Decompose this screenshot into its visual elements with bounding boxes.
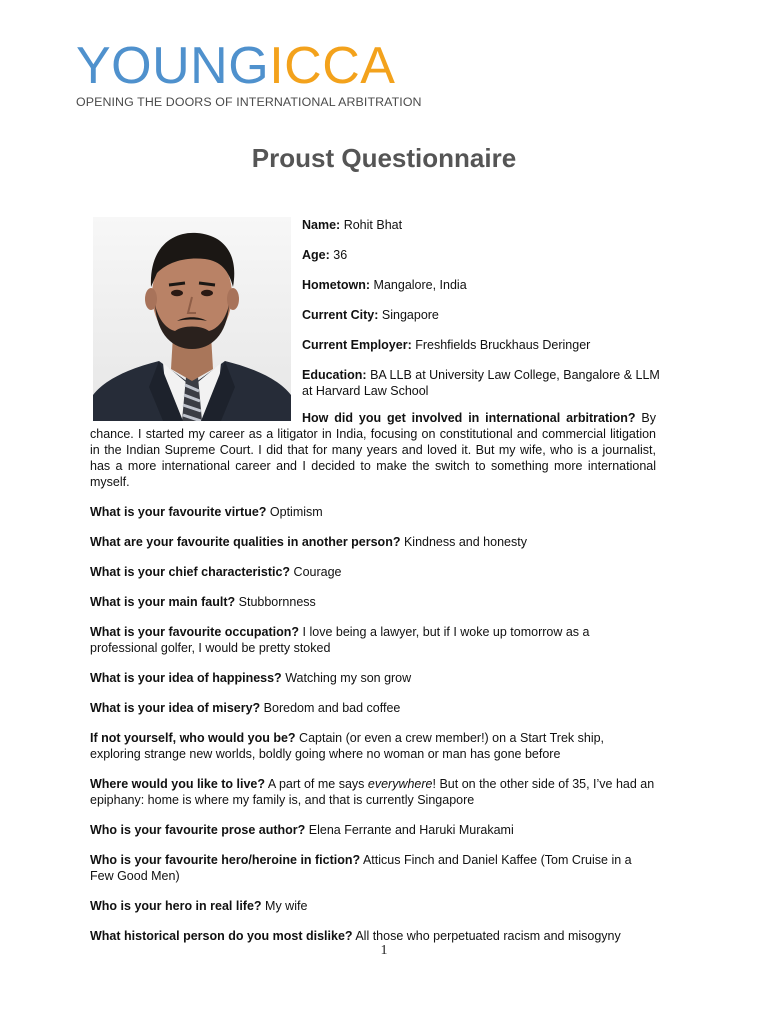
qa-item [90, 928, 656, 944]
answer-text: Kindness and honesty [403, 535, 527, 549]
field-label: Education: [302, 368, 367, 382]
field-value: Singapore [381, 308, 439, 322]
profile-field-hometown [302, 277, 662, 293]
profile-field-name [302, 217, 662, 233]
answer-text: Stubbornness [238, 595, 316, 609]
qa-item [90, 776, 656, 808]
answer-text: I love being a lawyer, but if I woke up tomorrow as a professional golfer, I would be pretty stoked [90, 625, 590, 655]
answer-text: Captain (or even a crew member!) on a Start Trek ship, exploring strange new worlds, boldly going where no woman or man has gone before [90, 731, 605, 761]
profile-fields [302, 217, 662, 413]
answer-text: Courage [293, 565, 342, 579]
answer-text: Atticus Finch and Daniel Kaffee (Tom Cruise in a Few Good Men) [90, 853, 632, 883]
question-text: What are your favourite qualities in another person? [90, 535, 401, 549]
field-label: Name: [302, 218, 341, 232]
question-text: What is your idea of happiness? [90, 671, 282, 685]
answer-text: All those who perpetuated racism and misogyny [355, 929, 621, 943]
field-value: 36 [333, 248, 348, 262]
qa-item [90, 670, 656, 686]
logo-young-text: YOUNG [76, 37, 270, 95]
page-number: 1 [380, 943, 388, 958]
question-text: Who is your hero in real life? [90, 899, 262, 913]
answer-text: By chance. I started my career as a litigator in India, focusing on constitutional and commercial litigation in the Indian Supreme Court. I did that for many years and loved it. But my wife, who is a journalist, has a more international career and I decided to make the switch to something more international myself. [90, 411, 656, 489]
question-text: What historical person do you most dislike? [90, 929, 353, 943]
question-text: If not yourself, who would you be? [90, 731, 296, 745]
answer-text: Elena Ferrante and Haruki Murakami [308, 823, 514, 837]
logo-wordmark [76, 37, 422, 95]
field-value: BA LLB at University Law College, Bangalore & LLM at Harvard Law School [302, 368, 660, 398]
qa-item [90, 822, 656, 838]
qa-item [90, 700, 656, 716]
answer-emphasis: everywhere [367, 777, 433, 791]
profile-field-city [302, 307, 662, 323]
question-text: What is your chief characteristic? [90, 565, 291, 579]
answer-text: Watching my son grow [285, 671, 412, 685]
logo-tagline: OPENING THE DOORS OF INTERNATIONAL ARBITRATION [76, 95, 422, 109]
answer-text: A part of me says [267, 777, 365, 791]
question-text: Where would you like to live? [90, 777, 266, 791]
field-label: Current City: [302, 308, 379, 322]
answer-text: Optimism [269, 505, 323, 519]
questionnaire-body [90, 410, 656, 958]
answer-text: Boredom and bad coffee [263, 701, 401, 715]
intro-qa [90, 410, 656, 490]
field-value: Freshfields Bruckhaus Deringer [415, 338, 591, 352]
page-title: Proust Questionnaire [251, 143, 517, 173]
field-label: Hometown: [302, 278, 371, 292]
qa-item [90, 594, 656, 610]
question-text: How did you get involved in international arbitration? [302, 411, 636, 425]
qa-item [90, 730, 656, 762]
profile-field-education [302, 367, 662, 399]
answer-text: My wife [265, 899, 308, 913]
qa-item [90, 564, 656, 580]
qa-item [90, 504, 656, 520]
field-label: Age: [302, 248, 330, 262]
answer-text: ! But on the other side of 35, I’ve had an epiphany: home is where my family is, and that is currently Singapore [90, 777, 655, 807]
qa-item [90, 534, 656, 550]
question-text: What is your favourite virtue? [90, 505, 267, 519]
field-value: Mangalore, India [373, 278, 467, 292]
question-text: Who is your favourite prose author? [90, 823, 306, 837]
qa-item [90, 852, 656, 884]
profile-field-age [302, 247, 662, 263]
qa-item [90, 624, 656, 656]
field-label: Current Employer: [302, 338, 412, 352]
question-text: What is your idea of misery? [90, 701, 261, 715]
logo-icca-text: ICCA [269, 37, 396, 95]
young-icca-logo [76, 37, 422, 109]
question-text: Who is your favourite hero/heroine in fiction? [90, 853, 361, 867]
field-value: Rohit Bhat [343, 218, 403, 232]
question-text: What is your favourite occupation? [90, 625, 300, 639]
qa-item [90, 898, 656, 914]
portrait-photo-icon [93, 217, 291, 421]
question-text: What is your main fault? [90, 595, 236, 609]
profile-field-employer [302, 337, 662, 353]
